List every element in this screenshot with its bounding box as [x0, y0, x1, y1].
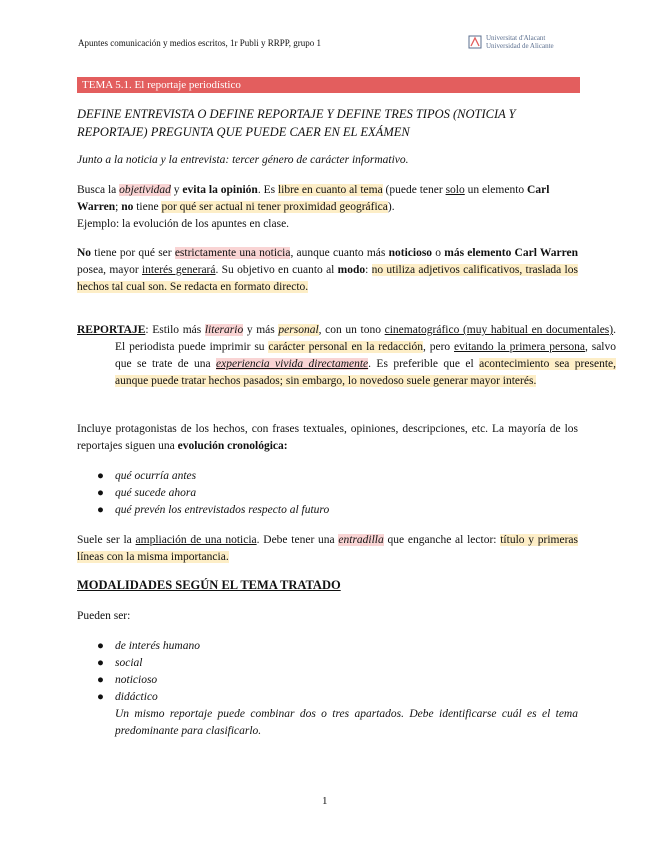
text: . Su objetivo en cuanto al	[215, 264, 338, 276]
university-logo-icon	[468, 34, 482, 50]
text: y más	[243, 324, 279, 336]
text: : Estilo más	[145, 324, 205, 336]
text: Suele ser la	[77, 534, 136, 546]
text: Incluye protagonistas de los hechos, con frases textuales, opiniones, descripciones, etc. La mayoría de los reportajes siguen una	[77, 423, 578, 452]
text: , aunque cuanto más	[290, 247, 389, 259]
text: y	[170, 184, 183, 196]
list-item-text: noticioso	[115, 674, 158, 686]
highlight-pink: objetividad	[119, 184, 171, 196]
bold-text: No	[77, 247, 92, 259]
highlight-yellow: no utiliza adjetivos calificativos, traslada los hechos tal cual son. Se redacta en formato directo.	[77, 264, 578, 293]
text: (puede tener	[382, 184, 446, 196]
list-item: ● qué prevén los entrevistados respecto al futuro	[97, 504, 330, 516]
intro-text: Junto a la noticia y la entrevista: tercer género de carácter informativo.	[77, 154, 409, 166]
text: . Es preferible que el	[368, 358, 480, 370]
text: Busca la	[77, 184, 120, 196]
list-item-text: social	[115, 657, 143, 669]
list-item: ● qué sucede ahora	[97, 487, 197, 499]
page-number: 1	[322, 795, 328, 807]
text: , pero	[423, 341, 455, 353]
bold-underline-text: REPORTAJE	[77, 324, 146, 336]
bold-text: evolución cronológica:	[177, 440, 288, 452]
list-item-text: didáctico	[115, 691, 158, 703]
underline-text: ampliación de una noticia	[135, 534, 257, 546]
text: un elemento	[464, 184, 528, 196]
list-item-text: qué ocurría antes	[115, 470, 197, 482]
list-item: ● de interés humano	[97, 640, 200, 652]
header-text: Apuntes comunicación y medios escritos, 1r Publi y RRPP, grupo 1	[78, 38, 321, 48]
logo-line-1: Universitat d'Alacant	[486, 34, 546, 42]
paragraph-1	[77, 182, 578, 233]
highlight-yellow: título y primeras líneas con la misma importancia.	[77, 534, 579, 563]
text: . Debe tener una	[256, 534, 339, 546]
underline-text: cinematográfico (muy habitual en documentales)	[384, 324, 614, 336]
list-item-text: qué sucede ahora	[115, 487, 197, 499]
exam-note: DEFINE ENTREVISTA O DEFINE REPORTAJE Y DEFINE TRES TIPOS (NOTICIA Y REPORTAJE) PREGUNTA QUE PUEDE CAER EN EL EXÁMEN	[77, 107, 516, 139]
example-line: Ejemplo: la evolución de los apuntes en clase.	[77, 218, 290, 230]
text: tiene	[133, 201, 162, 213]
paragraph-reportaje	[77, 322, 616, 390]
bold-text: más elemento Carl Warren	[444, 247, 579, 259]
paragraph-5	[77, 532, 578, 566]
list-item: ● social	[97, 657, 143, 669]
logo-line-2: Universidad de Alicante	[486, 42, 554, 50]
section-heading: MODALIDADES SEGÚN EL TEMA TRATADO	[77, 578, 341, 592]
highlight-pink: literario	[204, 324, 244, 336]
highlight-pink: experiencia vivida directamente	[216, 358, 369, 370]
list-note: Un mismo reportaje puede combinar dos o tres apartados. Debe identificarse cuál es el tema predominante para clasificarlo.	[115, 708, 578, 737]
text: :	[365, 264, 372, 276]
paragraph-2	[77, 245, 578, 296]
text: posea, mayor	[77, 264, 142, 276]
list-item-text: qué prevén los entrevistados respecto al futuro	[115, 504, 330, 516]
pueden-ser-text: Pueden ser:	[77, 610, 131, 622]
highlight-pink: estrictamente una noticia	[174, 247, 291, 259]
text: , salvo que se trate de una	[115, 341, 617, 370]
list-item: ● qué ocurría antes	[97, 470, 197, 482]
bold-text: Carl Warren	[77, 184, 550, 213]
bold-text: modo	[337, 264, 366, 276]
highlight-pink: entradilla	[338, 534, 384, 546]
text: que enganche al lector:	[383, 534, 501, 546]
text: o	[432, 247, 445, 259]
text: tiene por qué ser	[91, 247, 175, 259]
highlight-yellow: personal	[278, 324, 319, 336]
bold-text: noticioso	[388, 247, 433, 259]
list-item: ● noticioso	[97, 674, 158, 686]
text: . El periodista puede imprimir su	[115, 324, 616, 353]
paragraph-4	[77, 421, 578, 455]
list-item: ● didáctico	[97, 691, 158, 703]
text: . Es	[257, 184, 278, 196]
highlight-yellow: acontecimiento sea presente, aunque puede tratar hechos pasados; sin embargo, lo novedoso suele generar mayor interés.	[115, 358, 616, 387]
highlight-yellow: libre en cuanto al tema	[277, 184, 383, 196]
university-logo	[468, 34, 554, 50]
highlight-yellow: por qué ser actual ni tener proximidad geográfica	[161, 201, 388, 213]
underline-text: evitando la primera persona	[454, 341, 585, 353]
bold-text: no	[121, 201, 134, 213]
section-title: TEMA 5.1. El reportaje periodístico	[77, 77, 580, 93]
text: ;	[115, 201, 122, 213]
bold-text: evita la opinión	[182, 184, 258, 196]
highlight-yellow: carácter personal en la redacción	[268, 341, 423, 353]
text: ).	[387, 201, 395, 213]
underline-text: solo	[445, 184, 465, 196]
underline-text: interés generará	[141, 264, 216, 276]
list-item-text: de interés humano	[115, 640, 200, 652]
text: , con un tono	[318, 324, 385, 336]
